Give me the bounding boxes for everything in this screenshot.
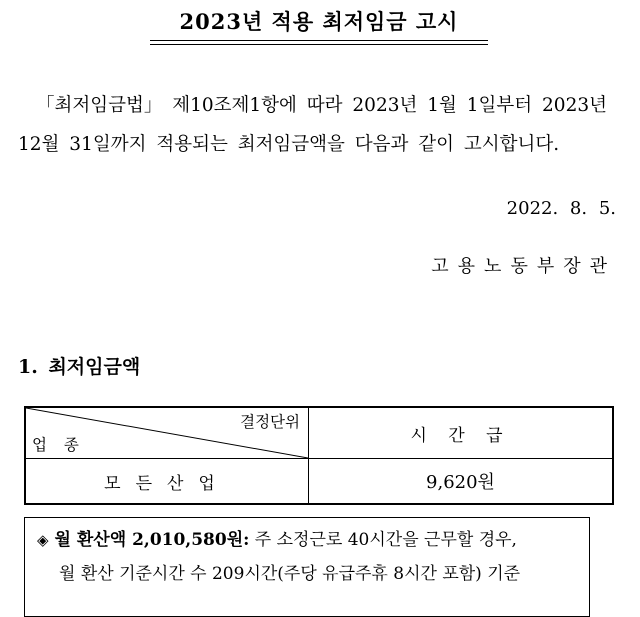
minimum-wage-table [24,406,614,505]
note-bold-label: 월 환산액 2,010,580원: [54,530,250,550]
notice-paragraph [18,86,618,164]
monthly-conversion-note [24,517,590,617]
note-line-1 [37,523,579,557]
wage-cell: 9,620원 [309,459,614,505]
table-header-row [25,407,613,459]
industry-cell: 모든산업 [25,459,309,505]
note-line-1-text: 주 소정근로 40시간을 근무할 경우, [249,530,517,550]
title-underline-top [150,40,488,41]
document-title: 2023년 적용 최저임금 고시 [179,9,459,34]
section-heading: 1. 최저임금액 [18,356,141,378]
title-underline-bottom [150,44,488,45]
table-row [25,459,613,505]
notice-date: 2022. 8. 5. [506,198,616,219]
paragraph-line-1: 「최저임금법」 제10조제1항에 따라 2023년 1월 1일부터 2023년 [36,95,607,116]
issuer-minister: 고용노동부장관 [431,256,616,277]
diamond-bullet-icon: ◈ [37,531,49,549]
diagonal-header-cell [25,407,309,459]
header-industry: 업 종 [32,436,85,454]
note-line-2: 월 환산 기준시간 수 209시간(주당 유급주휴 8시간 포함) 기준 [59,564,521,584]
header-decision-unit: 결정단위 [240,413,300,431]
paragraph-line-2: 12월 31일까지 적용되는 최저임금액을 다음과 같이 고시합니다. [18,134,560,155]
header-hourly-wage: 시 간 급 [309,407,614,459]
